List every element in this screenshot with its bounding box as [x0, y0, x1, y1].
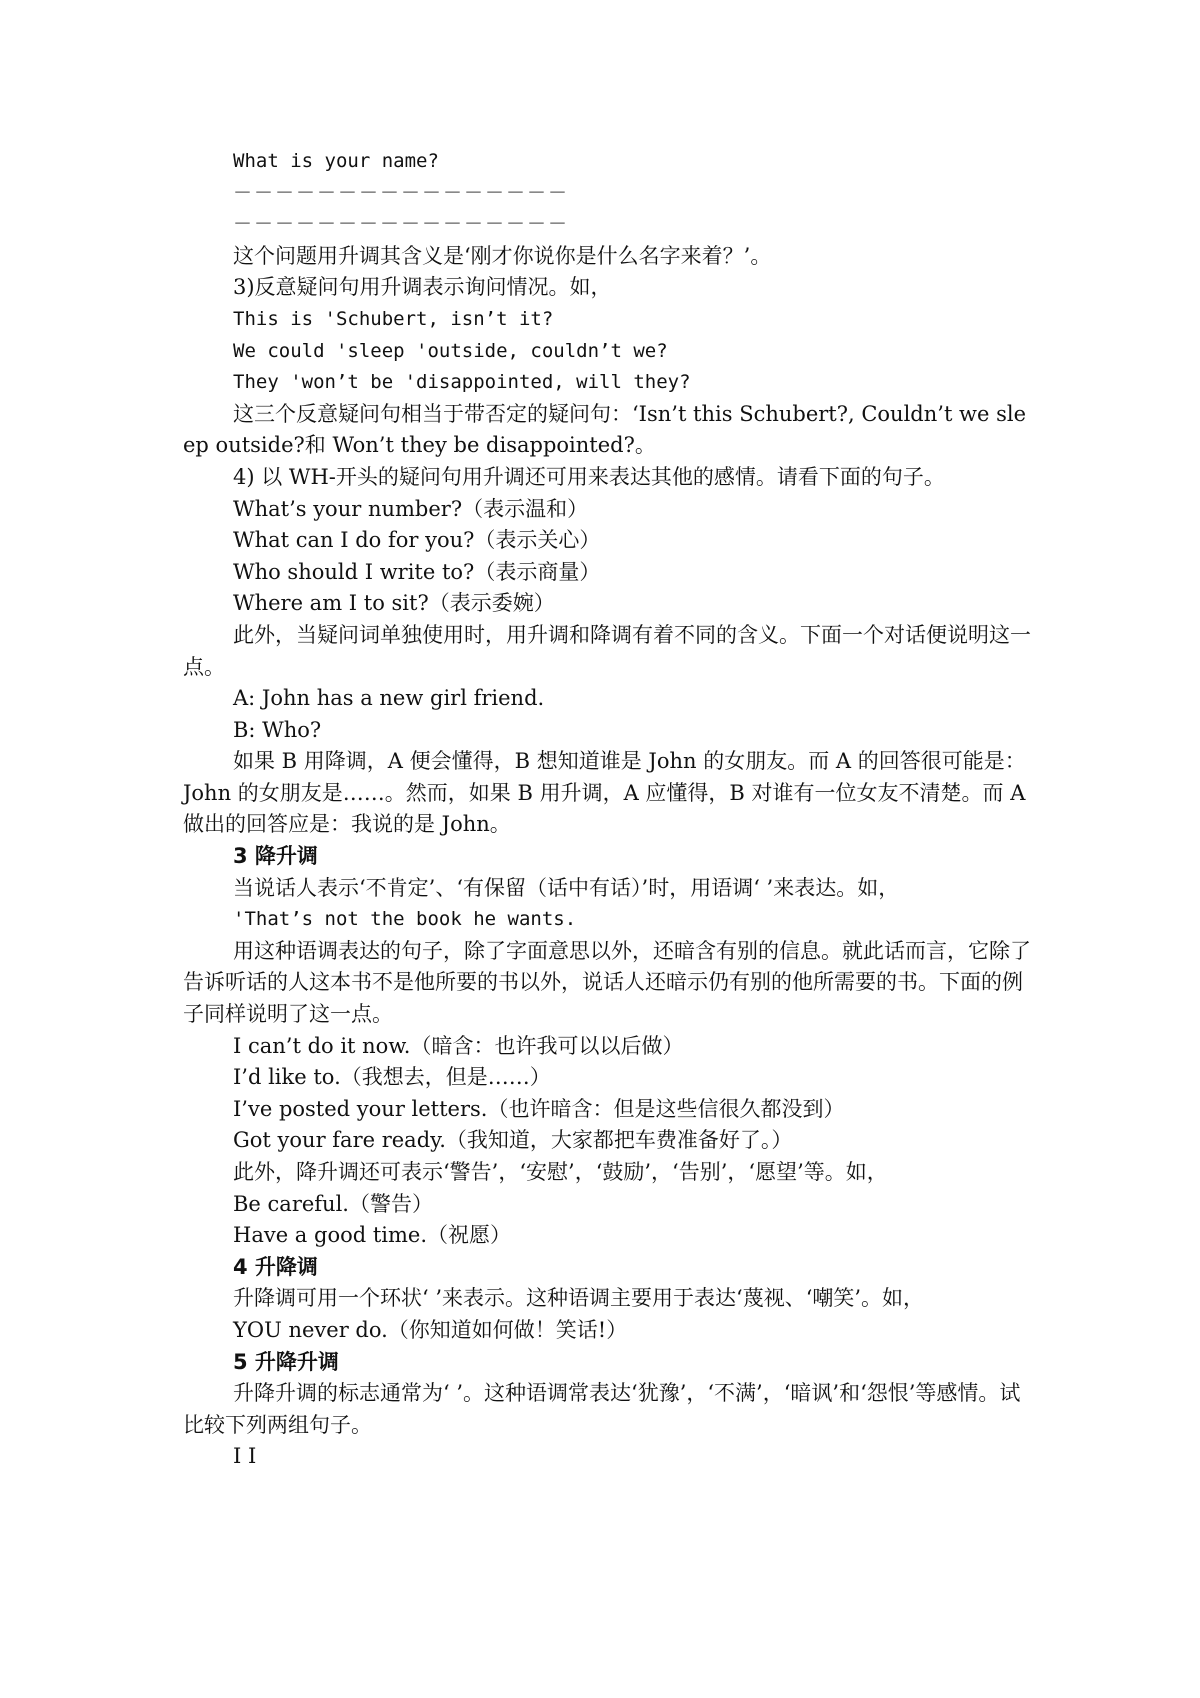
document-body — [183, 146, 1033, 1473]
text-line: 4) 以 WH-开头的疑问句用升调还可用来表达其他的感情。请看下面的句子。 — [233, 464, 945, 489]
section-heading: 4 升降调 — [233, 1254, 318, 1279]
text-line: A: John has a new girl friend. — [233, 686, 545, 711]
text-line: 如果 B 用降调，A 便会懂得，B 想知道谁是 John 的女朋友。而 A 的回答很可能是：John 的女朋友是……。然而，如果 B 用升调，A 应懂得，B 对谁有一位女友不清楚。而 A 做出的回答应是：我说的是 John。 — [183, 749, 1033, 837]
text-line: 这三个反意疑问句相当于带否定的疑问句：‘Isn’t this Schubert?, Couldn’t we sleep outside?和 Won’t they be disappointed?。 — [183, 401, 1027, 458]
text-line: YOU never do.（你知道如何做！笑话!） — [233, 1317, 628, 1342]
text-line: B: Who? — [233, 717, 322, 742]
text-line: －－－－－－－－－－－－－－－－ — [233, 181, 570, 204]
text-line: 此外，当疑问词单独使用时，用升调和降调有着不同的含义。下面一个对话便说明这一点。 — [183, 622, 1031, 679]
text-line: What is your name? — [233, 150, 439, 172]
text-line: I I — [233, 1444, 257, 1469]
text-line: Got your fare ready.（我知道，大家都把车费准备好了。） — [233, 1128, 793, 1153]
text-line: I’ve posted your letters.（也许暗含：但是这些信很久都没到） — [233, 1096, 845, 1121]
text-line: 此外，降升调还可表示‘警告’，‘安慰’，‘鼓励’，‘告别’，‘愿望’等。如， — [233, 1160, 888, 1184]
text-line: Have a good time.（祝愿） — [233, 1223, 512, 1248]
text-line: 升降调可用一个环状‘ ’来表示。这种语调主要用于表达‘蔑视、‘嘲笑’。如， — [233, 1286, 925, 1311]
section-heading: 5 升降升调 — [233, 1349, 339, 1374]
text-line: I can’t do it now.（暗含：也许我可以以后做） — [233, 1033, 684, 1058]
text-line: I’d like to.（我想去，但是……） — [233, 1065, 551, 1090]
text-line: Who should I write to?（表示商量） — [233, 559, 601, 584]
text-line: What can I do for you?（表示关心） — [233, 528, 601, 553]
text-line: What’s your number?（表示温和） — [233, 496, 589, 521]
text-line: 当说话人表示‘不肯定’、‘有保留（话中有话）’时，用语调‘ ’来表达。如， — [233, 875, 900, 900]
section-heading: 3 降升调 — [233, 844, 318, 869]
text-line: Be careful.（警告） — [233, 1191, 433, 1216]
text-line: 'That’s not the book he wants. — [233, 908, 577, 931]
text-line: We could 'sleep 'outside, couldn’t we? — [233, 339, 668, 362]
text-line: 用这种语调表达的句子，除了字面意思以外，还暗含有别的信息。就此话而言，它除了告诉听话的人这本书不是他所要的书以外，说话人还暗示仍有别的他所需要的书。下面的例子同样说明了这一点。 — [183, 938, 1031, 1027]
text-line: This is 'Schubert, isn’t it? — [233, 307, 554, 330]
text-line: －－－－－－－－－－－－－－－－ — [233, 213, 570, 236]
text-line: 升降升调的标志通常为‘ ’。这种语调常表达‘犹豫’，‘不满’，‘暗讽’和‘怨恨’等感情。试比较下列两组句子。 — [183, 1381, 1021, 1437]
text-line: Where am I to sit?（表示委婉） — [233, 591, 555, 616]
text-line: They 'won’t be 'disappointed, will they? — [233, 371, 691, 394]
text-line: 这个问题用升调其含义是‘刚才你说你是什么名字来着？’。 — [233, 243, 772, 268]
text-line: 3)反意疑问句用升调表示询问情况。如， — [233, 275, 612, 300]
